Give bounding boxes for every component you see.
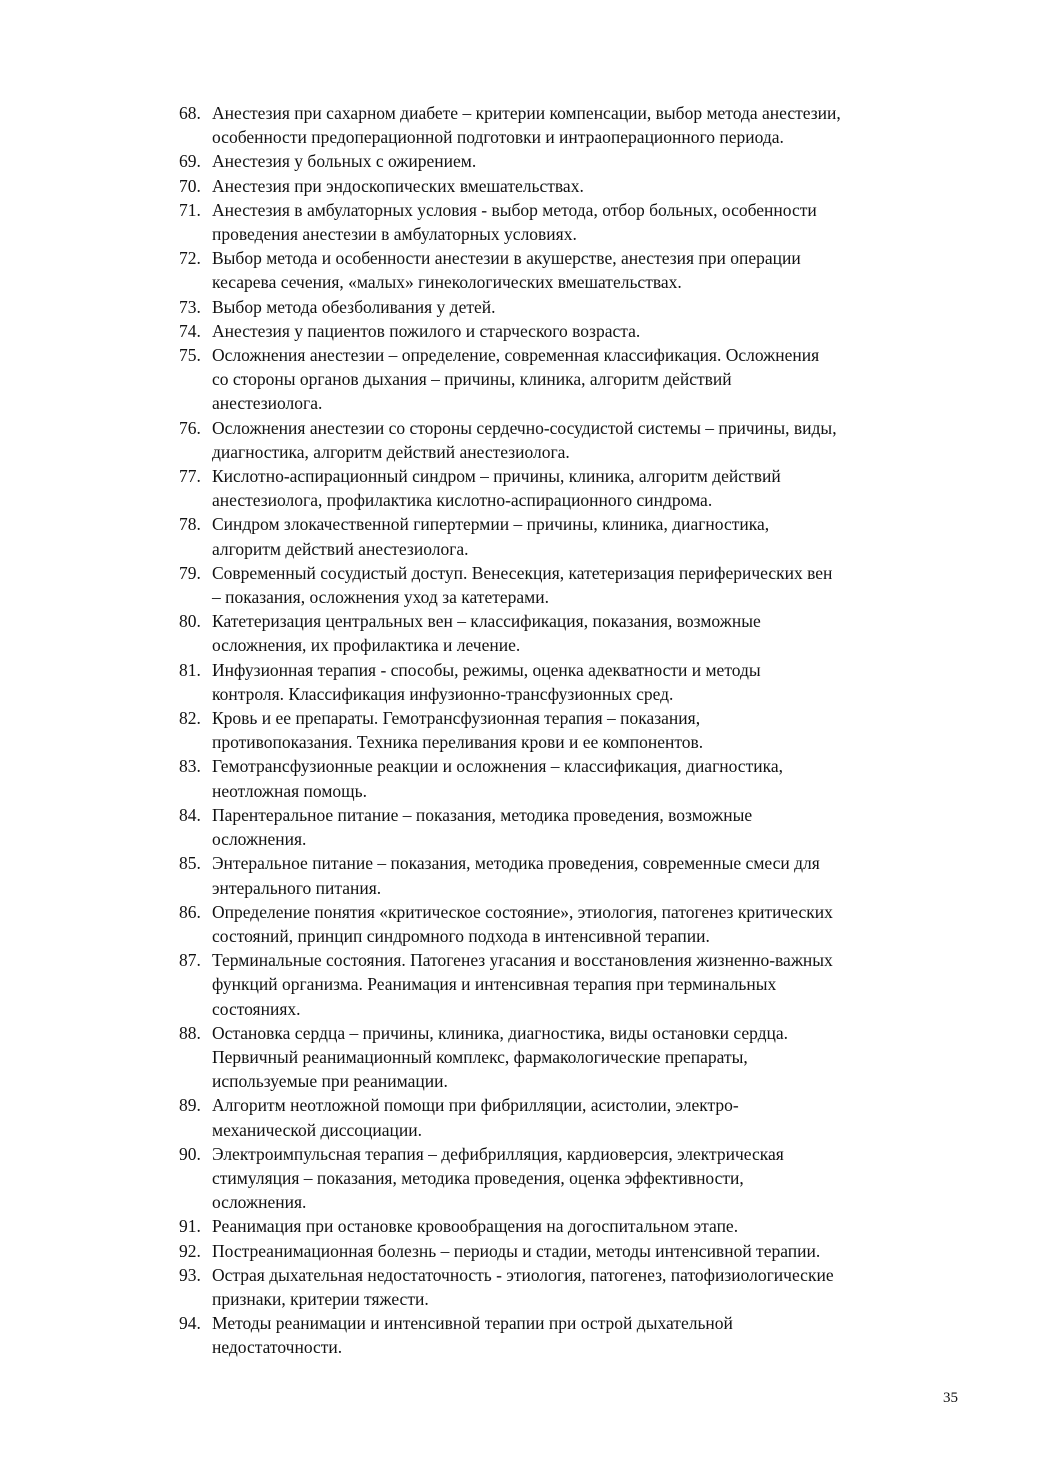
question-number: 71. bbox=[179, 199, 201, 220]
question-item-81 bbox=[179, 658, 979, 706]
question-number: 82. bbox=[179, 708, 201, 729]
question-text: Осложнения анестезии со стороны сердечно-сосудистой системы – причины, виды, диагностика, алгоритм действий анестезиолога. bbox=[212, 417, 837, 462]
question-text: Анестезия у больных с ожирением. bbox=[212, 151, 477, 172]
question-item-88 bbox=[179, 1021, 979, 1094]
question-item-91 bbox=[179, 1214, 979, 1238]
question-item-69 bbox=[179, 149, 979, 173]
question-number: 85. bbox=[179, 853, 201, 874]
question-text: Современный сосудистый доступ. Венесекция, катетеризация периферических вен – показания, осложнения уход за катетерами. bbox=[212, 562, 833, 608]
question-item-87 bbox=[179, 948, 979, 1021]
question-number: 84. bbox=[179, 804, 201, 825]
question-number: 94. bbox=[179, 1313, 201, 1334]
question-item-72 bbox=[179, 246, 979, 294]
question-item-71 bbox=[179, 198, 979, 246]
question-number: 72. bbox=[179, 248, 201, 269]
question-text: Острая дыхательная недостаточность - этиология, патогенез, патофизиологические признаки, критерии тяжести. bbox=[212, 1264, 834, 1309]
question-number: 73. bbox=[179, 296, 201, 317]
question-item-85 bbox=[179, 851, 979, 899]
question-number: 70. bbox=[179, 175, 201, 196]
question-list bbox=[179, 101, 979, 1360]
question-text: Методы реанимации и интенсивной терапии при острой дыхательной недостаточности. bbox=[212, 1313, 733, 1358]
question-item-68 bbox=[179, 101, 979, 149]
question-item-84 bbox=[179, 803, 979, 851]
question-number: 86. bbox=[179, 901, 201, 922]
question-text: Остановка сердца – причины, клиника, диагностика, виды остановки сердца. Первичный реанимационный комплекс, фармакологические препараты, используемые при реанимации. bbox=[212, 1022, 789, 1092]
question-text: Определение понятия «критическое состояние», этиология, патогенез критических состояний, принцип синдромного подхода в интенсивной терапии. bbox=[212, 901, 833, 946]
question-text: Анестезия в амбулаторных условия - выбор метода, отбор больных, особенности проведения анестезии в амбулаторных условиях. bbox=[212, 199, 817, 245]
question-text: Энтеральное питание – показания, методика проведения, современные смеси для энтерального питания. bbox=[212, 853, 820, 898]
question-number: 92. bbox=[179, 1240, 201, 1261]
question-item-89 bbox=[179, 1093, 979, 1141]
question-item-90 bbox=[179, 1142, 979, 1215]
question-text: Осложнения анестезии – определение, современная классификация. Осложнения со стороны органов дыхания – причины, клиника, алгоритм действий анестезиолога. bbox=[212, 345, 820, 414]
question-text: Электроимпульсная терапия – дефибрилляция, кардиоверсия, электрическая стимуляция – показания, методика проведения, оценка эффективности, осложнения. bbox=[212, 1143, 784, 1213]
question-number: 74. bbox=[179, 320, 201, 341]
question-item-74 bbox=[179, 319, 979, 343]
question-item-86 bbox=[179, 900, 979, 948]
question-text: Инфузионная терапия - способы, режимы, оценка адекватности и методы контроля. Классификация инфузионно-трансфузионных сред. bbox=[212, 659, 761, 704]
question-item-83 bbox=[179, 754, 979, 802]
question-number: 91. bbox=[179, 1216, 201, 1237]
question-item-75 bbox=[179, 343, 979, 416]
question-number: 89. bbox=[179, 1095, 201, 1116]
question-text: Парентеральное питание – показания, методика проведения, возможные осложнения. bbox=[212, 804, 753, 850]
question-text: Кровь и ее препараты. Гемотрансфузионная терапия – показания, противопоказания. Техника переливания крови и ее компонентов. bbox=[212, 708, 704, 753]
question-text: Алгоритм неотложной помощи при фибрилляции, асистолии, электро- механической диссоциации. bbox=[212, 1095, 739, 1140]
question-number: 88. bbox=[179, 1022, 201, 1043]
question-number: 69. bbox=[179, 151, 201, 172]
question-text: Выбор метода и особенности анестезии в акушерстве, анестезия при операции кесарева сечения, «малых» гинекологических вмешательствах. bbox=[212, 248, 801, 293]
question-item-70 bbox=[179, 174, 979, 198]
question-text: Анестезия у пациентов пожилого и старческого возраста. bbox=[212, 320, 641, 341]
question-number: 77. bbox=[179, 466, 201, 487]
question-number: 78. bbox=[179, 514, 201, 535]
question-text: Анестезия при эндоскопических вмешательствах. bbox=[212, 175, 584, 196]
question-item-76 bbox=[179, 416, 979, 464]
page-number: 35 bbox=[943, 1390, 958, 1406]
question-text: Гемотрансфузионные реакции и осложнения – классификация, диагностика, неотложная помощь. bbox=[212, 756, 783, 801]
question-number: 68. bbox=[179, 103, 201, 123]
question-item-79 bbox=[179, 561, 979, 609]
question-number: 90. bbox=[179, 1143, 201, 1164]
question-number: 81. bbox=[179, 659, 201, 680]
question-item-93 bbox=[179, 1263, 979, 1311]
question-number: 80. bbox=[179, 611, 201, 632]
question-text: Синдром злокачественной гипертермии – причины, клиника, диагностика, алгоритм действий анестезиолога. bbox=[212, 514, 770, 559]
question-number: 83. bbox=[179, 756, 201, 777]
question-text: Катетеризация центральных вен – классификация, показания, возможные осложнения, их профилактика и лечение. bbox=[212, 611, 761, 656]
question-item-94 bbox=[179, 1311, 979, 1359]
question-number: 79. bbox=[179, 562, 201, 583]
question-item-73 bbox=[179, 295, 979, 319]
question-number: 93. bbox=[179, 1264, 201, 1285]
question-item-82 bbox=[179, 706, 979, 754]
question-text: Выбор метода обезболивания у детей. bbox=[212, 296, 496, 317]
question-item-77 bbox=[179, 464, 979, 512]
question-item-92 bbox=[179, 1239, 979, 1263]
question-text: Терминальные состояния. Патогенез угасания и восстановления жизненно-важных функций организма. Реанимация и интенсивная терапия при терминальных состояниях. bbox=[212, 950, 833, 1019]
question-item-80 bbox=[179, 609, 979, 657]
question-number: 76. bbox=[179, 417, 201, 438]
question-text: Анестезия при сахарном диабете – критерии компенсации, выбор метода анестезии, особенности предоперационной подготовки и интраоперационного периода. bbox=[212, 103, 841, 148]
question-item-78 bbox=[179, 512, 979, 560]
question-number: 87. bbox=[179, 950, 201, 971]
question-text: Постреанимационная болезнь – периоды и стадии, методы интенсивной терапии. bbox=[212, 1240, 821, 1261]
question-number: 75. bbox=[179, 345, 201, 366]
question-text: Кислотно-аспирационный синдром – причины, клиника, алгоритм действий анестезиолога, профилактика кислотно-аспирационного синдрома. bbox=[212, 466, 781, 511]
question-text: Реанимация при остановке кровообращения на догоспитальном этапе. bbox=[212, 1216, 739, 1237]
